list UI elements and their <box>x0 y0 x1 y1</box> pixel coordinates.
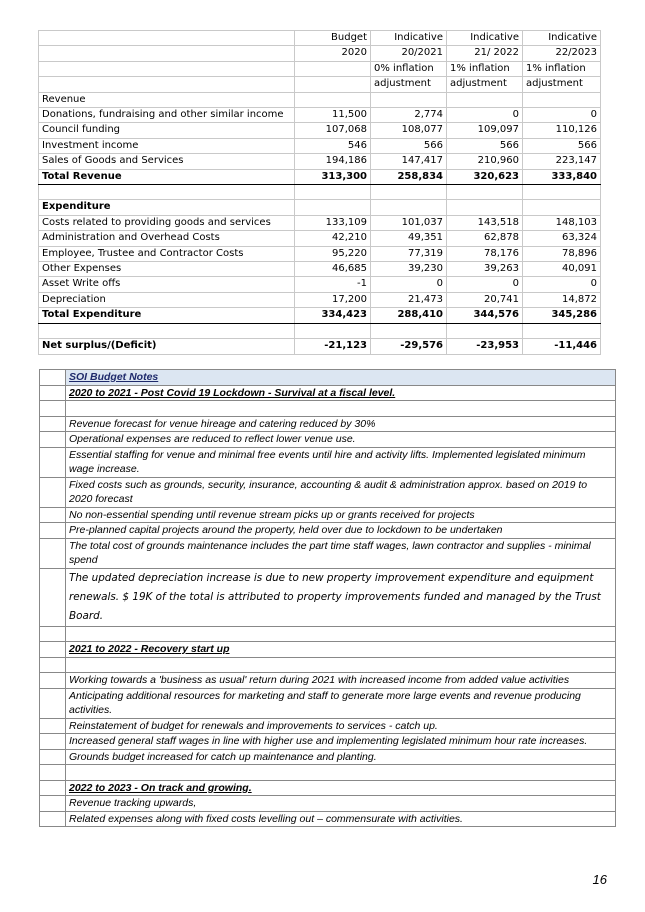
notes-title-row <box>40 370 616 386</box>
note-text: Fixed costs such as grounds, security, insurance, accounting & audit & administration approx. based on 2019 to 2020 forecast <box>66 477 616 507</box>
note-text: Related expenses along with fixed costs levelling out – commensurate with activities. <box>66 811 616 827</box>
note-margin-cell <box>40 416 66 432</box>
row-value: 14,872 <box>523 292 601 307</box>
header-cell: Indicative <box>523 31 601 46</box>
note-row <box>40 718 616 734</box>
row-value: -21,123 <box>295 339 371 354</box>
row-label: Council funding <box>39 123 295 138</box>
table-row <box>39 292 601 307</box>
row-value: 133,109 <box>295 215 371 230</box>
note-margin-cell <box>40 688 66 718</box>
row-label: Other Expenses <box>39 262 295 277</box>
row-value: 320,623 <box>447 169 523 184</box>
note-margin-cell <box>40 401 66 417</box>
note-margin-cell <box>40 765 66 781</box>
row-value: 20,741 <box>447 292 523 307</box>
table-cell <box>523 200 601 215</box>
total-expenditure-row <box>39 308 601 323</box>
row-value: 566 <box>447 138 523 153</box>
note-text: 2021 to 2022 - Recovery start up <box>66 642 616 658</box>
note-margin-cell <box>40 642 66 658</box>
note-margin-cell <box>40 507 66 523</box>
table-cell <box>523 92 601 107</box>
note-text: No non-essential spending until revenue stream picks up or grants received for projects <box>66 507 616 523</box>
row-label: Sales of Goods and Services <box>39 154 295 169</box>
section-heading-row <box>40 385 616 401</box>
table-cell <box>371 185 447 200</box>
header-cell <box>39 46 295 61</box>
expenditure-heading: Expenditure <box>39 200 295 215</box>
note-margin-cell <box>40 385 66 401</box>
note-margin-cell <box>40 477 66 507</box>
header-row <box>39 77 601 92</box>
header-cell: adjustment <box>523 77 601 92</box>
header-cell: adjustment <box>371 77 447 92</box>
header-cell: Indicative <box>371 31 447 46</box>
note-margin-cell <box>40 673 66 689</box>
note-text: Reinstatement of budget for renewals and improvements to services - catch up. <box>66 718 616 734</box>
row-value: 110,126 <box>523 123 601 138</box>
budget-table <box>38 30 601 355</box>
row-value: 11,500 <box>295 108 371 123</box>
header-row <box>39 61 601 76</box>
note-row <box>40 416 616 432</box>
table-row <box>39 154 601 169</box>
row-value: -11,446 <box>523 339 601 354</box>
empty-cell <box>66 765 616 781</box>
row-value: 17,200 <box>295 292 371 307</box>
header-row <box>39 46 601 61</box>
table-row <box>39 262 601 277</box>
row-value: 78,896 <box>523 246 601 261</box>
budget-notes-table <box>39 369 616 827</box>
header-cell: 20/2021 <box>371 46 447 61</box>
row-value: 210,960 <box>447 154 523 169</box>
table-cell <box>447 185 523 200</box>
note-text: 2022 to 2023 - On track and growing. <box>66 780 616 796</box>
spacer-row <box>39 185 601 200</box>
row-value: -23,953 <box>447 339 523 354</box>
table-cell <box>371 323 447 338</box>
header-cell: 21/ 2022 <box>447 46 523 61</box>
note-text: Revenue tracking upwards, <box>66 796 616 812</box>
row-value: 0 <box>371 277 447 292</box>
section-heading-row <box>40 780 616 796</box>
header-cell: 1% inflation <box>523 61 601 76</box>
table-row <box>39 277 601 292</box>
row-value: 46,685 <box>295 262 371 277</box>
note-row <box>40 538 616 568</box>
header-row <box>39 31 601 46</box>
header-cell: Budget <box>295 31 371 46</box>
table-cell <box>523 323 601 338</box>
row-value: 62,878 <box>447 231 523 246</box>
note-text: The total cost of grounds maintenance includes the part time staff wages, lawn contractor and supplies - minimal spend <box>66 538 616 568</box>
note-row <box>40 432 616 448</box>
table-cell <box>371 200 447 215</box>
note-row <box>40 507 616 523</box>
row-value: 95,220 <box>295 246 371 261</box>
section-heading-row <box>40 642 616 658</box>
revenue-heading: Revenue <box>39 92 295 107</box>
row-value: 21,473 <box>371 292 447 307</box>
blank-row <box>40 626 616 642</box>
header-cell: Indicative <box>447 31 523 46</box>
row-label: Administration and Overhead Costs <box>39 231 295 246</box>
total-revenue-row <box>39 169 601 184</box>
row-value: 42,210 <box>295 231 371 246</box>
row-value: 147,417 <box>371 154 447 169</box>
note-text: Pre-planned capital projects around the property, held over due to lockdown to be undertaken <box>66 523 616 539</box>
row-label: Depreciation <box>39 292 295 307</box>
row-value: 223,147 <box>523 154 601 169</box>
row-value: 0 <box>447 277 523 292</box>
header-cell <box>39 77 295 92</box>
note-margin-cell <box>40 734 66 750</box>
row-value: -29,576 <box>371 339 447 354</box>
row-value: 2,774 <box>371 108 447 123</box>
note-margin-cell <box>40 432 66 448</box>
note-margin-cell <box>40 780 66 796</box>
note-text: 2020 to 2021 - Post Covid 19 Lockdown - Survival at a fiscal level. <box>66 385 616 401</box>
empty-cell <box>66 657 616 673</box>
table-row <box>39 231 601 246</box>
note-text: The updated depreciation increase is due to new property improvement expenditure and equipment renewals. $ 19K of the total is attributed to property improvements funded and managed by the Trust Board. <box>66 568 616 626</box>
note-margin-cell <box>40 657 66 673</box>
row-value: 0 <box>523 277 601 292</box>
table-cell <box>295 185 371 200</box>
note-text: Anticipating additional resources for marketing and staff to generate more large events and revenue producing activities. <box>66 688 616 718</box>
note-row <box>40 447 616 477</box>
row-value: 566 <box>371 138 447 153</box>
note-row <box>40 734 616 750</box>
empty-cell <box>66 626 616 642</box>
row-label: Total Expenditure <box>39 308 295 323</box>
row-value: -1 <box>295 277 371 292</box>
row-value: 194,186 <box>295 154 371 169</box>
note-row <box>40 523 616 539</box>
header-cell <box>39 61 295 76</box>
table-cell <box>295 323 371 338</box>
table-cell <box>371 92 447 107</box>
row-value: 108,077 <box>371 123 447 138</box>
header-cell: 2020 <box>295 46 371 61</box>
note-margin-cell <box>40 568 66 626</box>
note-text: Revenue forecast for venue hireage and catering reduced by 30% <box>66 416 616 432</box>
net-surplus-row <box>39 339 601 354</box>
row-value: 344,576 <box>447 308 523 323</box>
row-label: Asset Write offs <box>39 277 295 292</box>
row-value: 333,840 <box>523 169 601 184</box>
table-cell <box>447 92 523 107</box>
note-text: Grounds budget increased for catch up maintenance and planting. <box>66 749 616 765</box>
table-row <box>39 123 601 138</box>
header-cell <box>295 77 371 92</box>
row-label: Total Revenue <box>39 169 295 184</box>
note-row <box>40 796 616 812</box>
page-number: 16 <box>592 872 607 887</box>
row-value: 0 <box>523 108 601 123</box>
spacer-row <box>39 323 601 338</box>
row-value: 334,423 <box>295 308 371 323</box>
note-text: Operational expenses are reduced to reflect lower venue use. <box>66 432 616 448</box>
header-cell: 1% inflation <box>447 61 523 76</box>
row-value: 143,518 <box>447 215 523 230</box>
row-value: 546 <box>295 138 371 153</box>
blank-row <box>40 401 616 417</box>
row-value: 566 <box>523 138 601 153</box>
table-cell <box>447 323 523 338</box>
empty-cell <box>66 401 616 417</box>
table-cell <box>39 185 295 200</box>
table-cell <box>39 323 295 338</box>
row-value: 63,324 <box>523 231 601 246</box>
row-label: Employee, Trustee and Contractor Costs <box>39 246 295 261</box>
note-row <box>40 749 616 765</box>
note-row <box>40 811 616 827</box>
row-value: 345,286 <box>523 308 601 323</box>
row-value: 78,176 <box>447 246 523 261</box>
note-margin-cell <box>40 370 66 386</box>
table-cell <box>523 185 601 200</box>
row-label: Net surplus/(Deficit) <box>39 339 295 354</box>
row-value: 288,410 <box>371 308 447 323</box>
note-margin-cell <box>40 538 66 568</box>
section-heading-row <box>39 92 601 107</box>
note-margin-cell <box>40 626 66 642</box>
header-cell <box>295 61 371 76</box>
note-row <box>40 688 616 718</box>
row-value: 109,097 <box>447 123 523 138</box>
row-value: 0 <box>447 108 523 123</box>
note-margin-cell <box>40 523 66 539</box>
row-value: 49,351 <box>371 231 447 246</box>
note-margin-cell <box>40 749 66 765</box>
note-margin-cell <box>40 447 66 477</box>
blank-row <box>40 765 616 781</box>
note-margin-cell <box>40 796 66 812</box>
header-cell: 22/2023 <box>523 46 601 61</box>
table-row <box>39 215 601 230</box>
note-text: Essential staffing for venue and minimal free events until hire and activity lifts. Implemented legislated minimum wage increase. <box>66 447 616 477</box>
row-value: 101,037 <box>371 215 447 230</box>
note-row <box>40 673 616 689</box>
note-text: Increased general staff wages in line with higher use and implementing legislated minimum hour rate increases. <box>66 734 616 750</box>
table-row <box>39 108 601 123</box>
header-cell: adjustment <box>447 77 523 92</box>
header-cell <box>39 31 295 46</box>
row-value: 258,834 <box>371 169 447 184</box>
note-row <box>40 477 616 507</box>
row-value: 40,091 <box>523 262 601 277</box>
table-row <box>39 138 601 153</box>
depreciation-note-row <box>40 568 616 626</box>
row-value: 107,068 <box>295 123 371 138</box>
row-value: 313,300 <box>295 169 371 184</box>
note-text: Working towards a 'business as usual' return during 2021 with increased income from added value activities <box>66 673 616 689</box>
row-label: Costs related to providing goods and services <box>39 215 295 230</box>
note-text: SOI Budget Notes <box>66 370 616 386</box>
section-heading-row <box>39 200 601 215</box>
table-cell <box>295 200 371 215</box>
note-margin-cell <box>40 811 66 827</box>
note-margin-cell <box>40 718 66 734</box>
blank-row <box>40 657 616 673</box>
table-row <box>39 246 601 261</box>
row-value: 148,103 <box>523 215 601 230</box>
row-value: 77,319 <box>371 246 447 261</box>
row-label: Investment income <box>39 138 295 153</box>
table-cell <box>447 200 523 215</box>
row-value: 39,263 <box>447 262 523 277</box>
table-cell <box>295 92 371 107</box>
header-cell: 0% inflation <box>371 61 447 76</box>
row-value: 39,230 <box>371 262 447 277</box>
row-label: Donations, fundraising and other similar income <box>39 108 295 123</box>
